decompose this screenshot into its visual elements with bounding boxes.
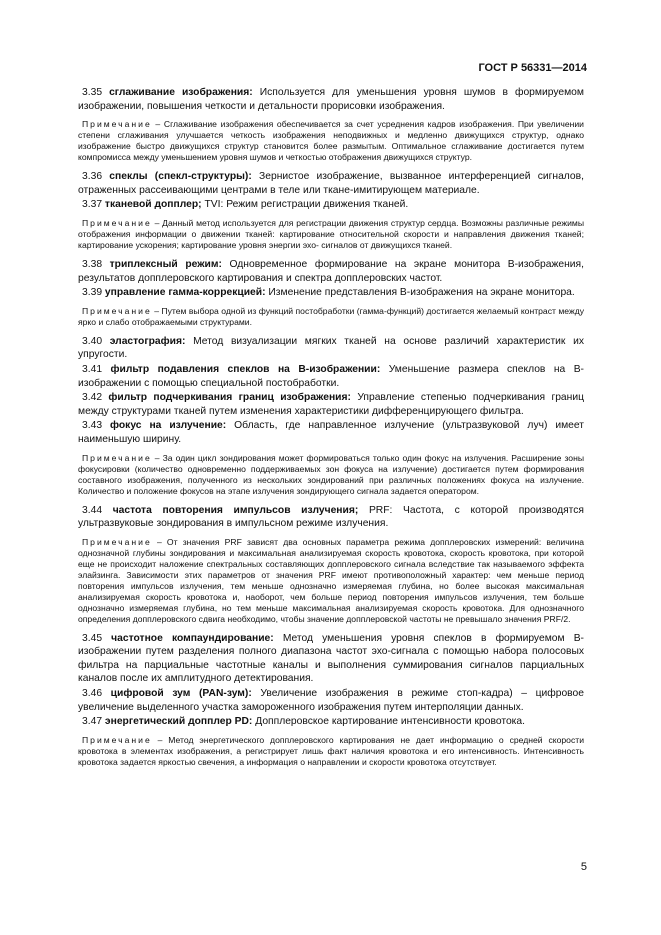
term-definition: Зернистое изображение, вызванное интерференцией сигналов, отраженных рассеивающими центрами в теле или ткане-имитирующем материале. bbox=[78, 171, 584, 196]
note-paragraph bbox=[78, 119, 584, 163]
note-label: Примечание bbox=[82, 119, 152, 130]
term-definition: Метод уменьшения уровня спеклов в формируемом В-изображении путем разделения полного диапазона частот эхо-сигнала с помощью набора полосовых фильтра на парциальные частотные каналы и выполнения суммирования сигналов парциальных каналов после их амплитудного детектирования. bbox=[78, 632, 584, 685]
term-title: энергетический допплер PD: bbox=[104, 716, 253, 728]
term-title: фильтр подавления спеклов на В-изображении: bbox=[110, 363, 381, 375]
page-number: 5 bbox=[580, 861, 587, 873]
term-entry bbox=[78, 258, 584, 285]
term-entry bbox=[78, 687, 584, 714]
term-entry bbox=[78, 286, 584, 300]
note-paragraph bbox=[78, 537, 584, 625]
term-title: частота повторения импульсов излучения; bbox=[112, 504, 359, 516]
term-definition: Уменьшение размера спеклов на В-изображении с помощью специальной постобработки. bbox=[78, 363, 584, 389]
term-definition: PRF: Частота, с которой производятся ультразвуковые зондирования в импульсном режиме излучения. bbox=[78, 504, 584, 530]
note-text: – Данный метод используется для регистрации движения структур сердца. Возможны различные режимы отображения информации о движении тканей: картирование относительной скорости и направления движения тканей; картирование ускорения; картирование уровня энергии эхо- сигналов от движущихся тканей. bbox=[78, 217, 584, 250]
term-entry bbox=[78, 391, 584, 418]
term-title: эластография: bbox=[109, 335, 186, 347]
note-paragraph bbox=[78, 306, 584, 328]
term-entry bbox=[78, 419, 584, 446]
term-entry bbox=[78, 715, 584, 729]
note-label: Примечание bbox=[82, 734, 152, 745]
term-number: 3.39 bbox=[82, 287, 103, 299]
term-number: 3.45 bbox=[82, 632, 103, 644]
term-number: 3.35 bbox=[82, 87, 103, 98]
term-number: 3.42 bbox=[82, 392, 103, 404]
term-number: 3.40 bbox=[82, 335, 103, 347]
term-number: 3.47 bbox=[82, 716, 103, 728]
note-label: Примечание bbox=[82, 536, 152, 547]
note-text: – Метод энергетического допплеровского картирования не дает информацию о средней скорости кровотока в элементах изображения, а регистрирует лишь факт наличия кровотока и его интенсивность. Интенсивность кровотока задается яркостью свечения, а информация о направлении и скорости кровотока отсутствует. bbox=[78, 734, 584, 767]
term-definition: Изменение представления В-изображения на экране монитора. bbox=[268, 287, 575, 299]
term-entry bbox=[78, 335, 584, 362]
term-title: тканевой допплер; bbox=[104, 199, 202, 211]
term-definition: TVI: Режим регистрации движения тканей. bbox=[204, 199, 409, 211]
term-title: сглаживание изображения: bbox=[109, 87, 253, 98]
term-definition: Управление степенью подчеркивания границ между структурами тканей путем изменения характеристики дифференцирующего фильтра. bbox=[78, 392, 584, 417]
term-definition: Допплеровское картирование интенсивности кровотока. bbox=[255, 716, 525, 728]
term-title: спеклы (спекл-структуры): bbox=[109, 171, 252, 183]
note-paragraph bbox=[78, 218, 584, 251]
term-entry bbox=[78, 198, 584, 212]
term-number: 3.43 bbox=[82, 420, 103, 432]
term-title: фокус на излучение: bbox=[110, 420, 227, 432]
note-label: Примечание bbox=[82, 452, 152, 463]
term-definition: Область, где направленное излучение (ультразвуковой луч) имеет наименьшую ширину. bbox=[78, 420, 584, 445]
document-body bbox=[78, 86, 584, 775]
note-label: Примечание bbox=[82, 305, 152, 316]
term-entry bbox=[78, 363, 584, 390]
term-number: 3.46 bbox=[82, 688, 103, 700]
term-title: фильтр подчеркивания границ изображения: bbox=[108, 392, 351, 404]
note-label: Примечание bbox=[82, 217, 152, 228]
note-paragraph bbox=[78, 453, 584, 497]
note-text: – Путем выбора одной из функций постобработки (гамма-функций) достигается желаемый контраст между ярко и слабо отображаемыми структурами. bbox=[78, 305, 585, 327]
term-definition: Используется для уменьшения уровня шумов в формируемом изображении, повышения четкости и детальности прорисовки изображения. bbox=[78, 87, 584, 112]
term-definition: Метод визуализации мягких тканей на основе различий характеристик их упругости. bbox=[78, 335, 584, 361]
term-number: 3.36 bbox=[82, 171, 103, 183]
standard-header: ГОСТ Р 56331—2014 bbox=[478, 62, 587, 74]
note-text: – За один цикл зондирования может формироваться только один фокус на излучения. Расширение зоны фокусировки (количество одновременно поддерживаемых зон фокуса на излучение) достигается путем формирования составного изображения, полученного из нескольких зондирований при различных положениях фокуса на излучение. Количество и положение фокусов на этапе излучения зондирующего сигнала задается оператором. bbox=[78, 452, 584, 496]
note-paragraph bbox=[78, 735, 584, 768]
term-definition: Одновременное формирование на экране монитора В-изображения, результатов допплеровского картирования и спектра допплеровских частот. bbox=[78, 258, 584, 284]
term-number: 3.37 bbox=[82, 199, 103, 211]
term-entry bbox=[78, 86, 584, 113]
term-number: 3.38 bbox=[82, 258, 103, 270]
term-title: цифровой зум (PAN-зум): bbox=[110, 688, 252, 700]
term-entry bbox=[78, 170, 584, 197]
note-text: – Сглаживание изображения обеспечивается за счет усреднения кадров изображения. При увеличении степени сглаживания улучшается четкость изображения неподвижных и медленно движущихся структур, однако изображение быстро движущихся структур становится более размытым. Оптимальное сглаживание достигается путем компромисса между уменьшением уровня шумов и четкостью отображения движущихся структур. bbox=[78, 119, 584, 163]
term-number: 3.44 bbox=[82, 504, 103, 516]
term-number: 3.41 bbox=[82, 363, 103, 375]
term-entry bbox=[78, 632, 584, 686]
term-definition: Увеличение изображения в режиме стоп-кадра) – цифровое увеличение выделенного участка замороженного изображения путем интерполяции данных. bbox=[78, 688, 584, 713]
note-text: – От значения PRF зависят два основных параметра режима допплеровских измерений: величина однозначной глубины зондирования и максимальная анализируемая скорость кровотока, скорость кровотока, при которой еще не происходит наложение спектральных составляющих допплеровского сигнала вследствие так называемого эффекта элайзинга. Зависимости этих параметров от значения PRF имеют противоположный характер: чем меньше период повторения импульсов излучения, тем меньше однозначно измеряемая глубина, но более высокая максимальная анализируемая скорость кровотока и, наоборот, чем больше период повторения импульсов излучения, тем больше однозначно измеряемая глубина, но тем меньше максимальная анализируемая скорость кровотока. Для однозначного определения допплеровского сдвига необходимо, чтобы значение допплеровской частоты не превышало значения PRF/2. bbox=[78, 536, 585, 624]
term-entry bbox=[78, 504, 584, 531]
term-title: управление гамма-коррекцией: bbox=[104, 287, 266, 299]
term-title: частотное компаундирование: bbox=[111, 632, 274, 644]
term-title: триплексный режим: bbox=[109, 258, 222, 270]
